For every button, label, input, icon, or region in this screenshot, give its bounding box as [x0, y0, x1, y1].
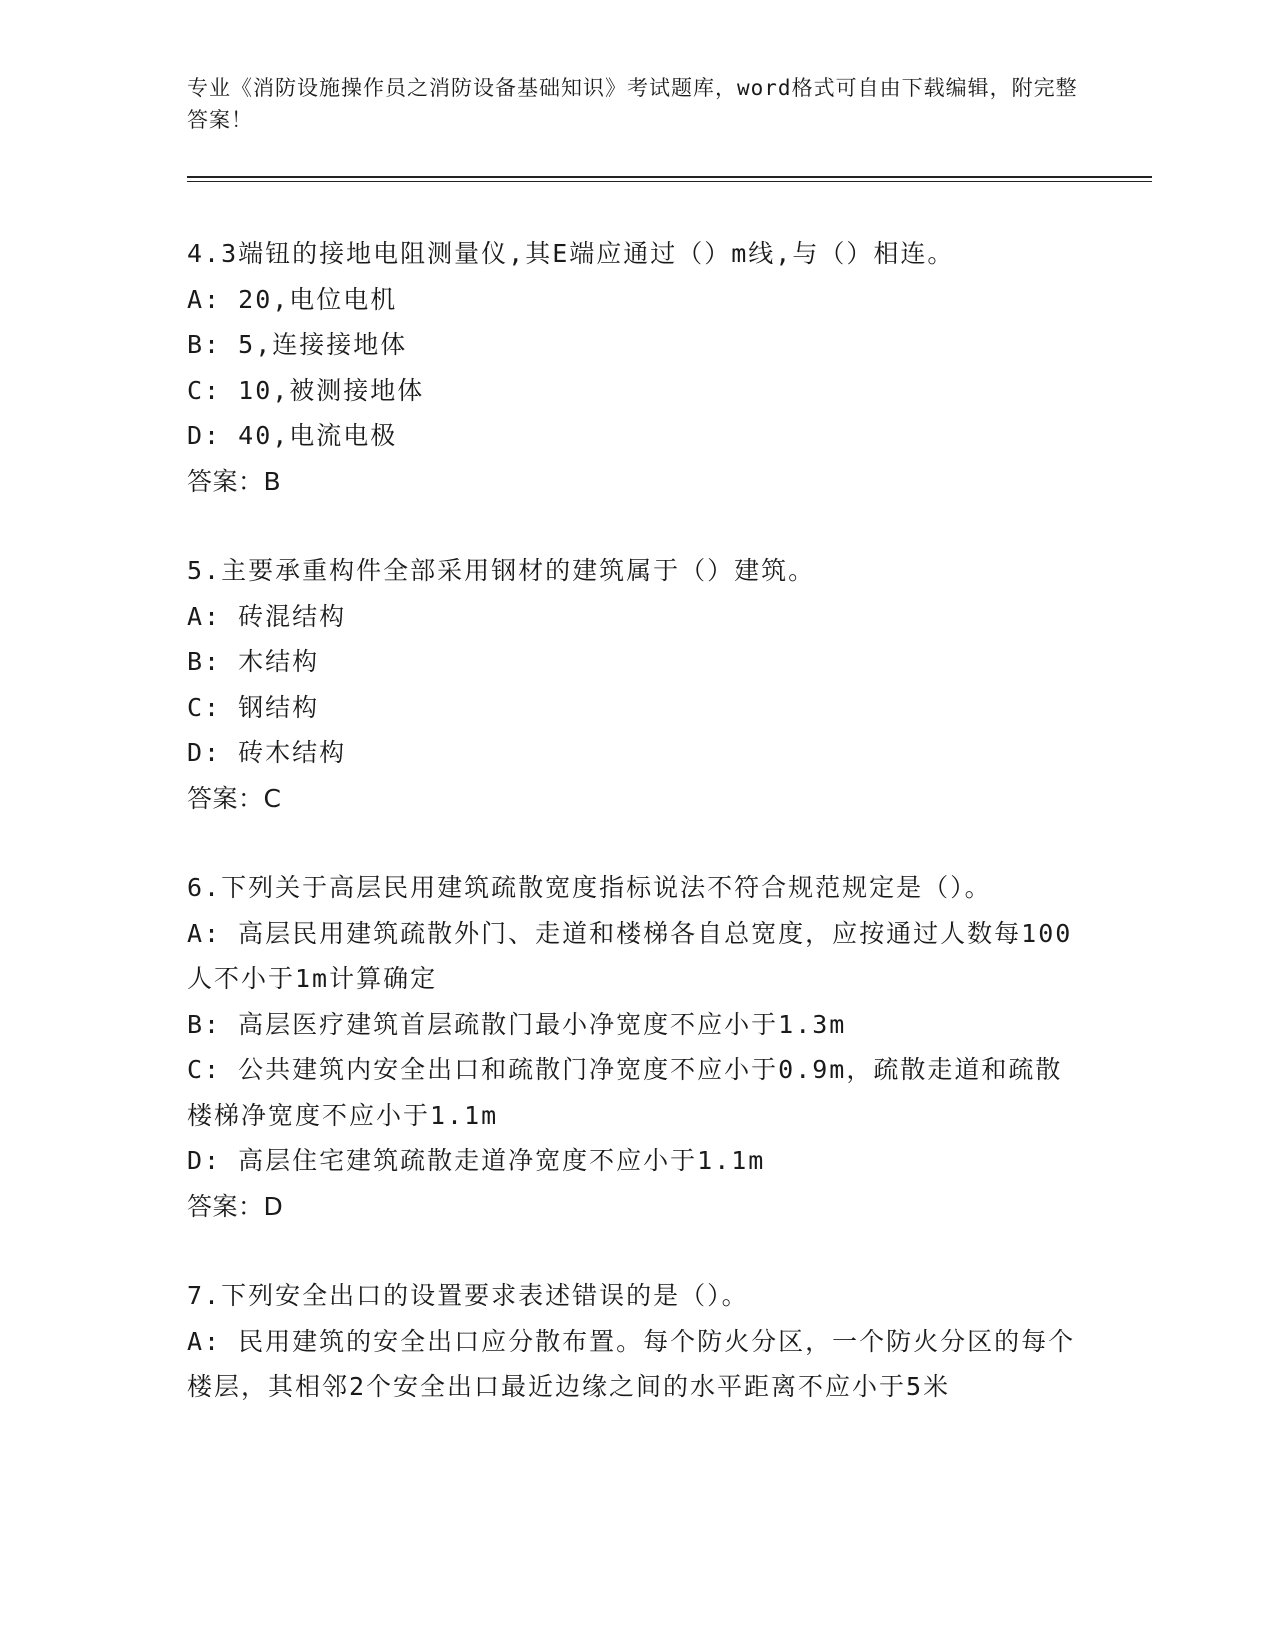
- document-header: 专业《消防设施操作员之消防设备基础知识》考试题库，word格式可自由下载编辑，附完整答案！: [187, 76, 1078, 132]
- option-d: D: 砖木结构: [187, 738, 347, 767]
- option-b: B: 木结构: [187, 647, 320, 676]
- question-item: [187, 865, 1087, 1229]
- option-d: D: 高层住宅建筑疏散走道净宽度不应小于1.1m: [187, 1146, 766, 1175]
- question-item: [187, 231, 1087, 504]
- option-c: C: 10,被测接地体: [187, 375, 425, 405]
- option-d: D: 40,电流电极: [187, 421, 398, 450]
- answer-line: 答案：D: [187, 1191, 284, 1221]
- header-divider-thin: [187, 181, 1152, 182]
- option-b: B: 高层医疗建筑首层疏散门最小净宽度不应小于1.3m: [187, 1009, 847, 1039]
- header-divider: [187, 176, 1152, 178]
- option-c: C: 钢结构: [187, 692, 320, 722]
- answer-line: 答案：B: [187, 466, 282, 496]
- answer-line: 答案：C: [187, 783, 282, 813]
- question-stem: 4.3端钮的接地电阻测量仪,其E端应通过（）m线,与（）相连。: [187, 239, 955, 268]
- option-a: A: 砖混结构: [187, 601, 347, 631]
- question-list: [187, 231, 1087, 1454]
- option-c: C: 公共建筑内安全出口和疏散门净宽度不应小于0.9m，疏散走道和疏散楼梯净宽度不应小于1.1m: [187, 1055, 1063, 1130]
- option-a: A: 高层民用建筑疏散外门、走道和楼梯各自总宽度，应按通过人数每100人不小于1m计算确定: [187, 918, 1073, 993]
- question-stem: 7.下列安全出口的设置要求表述错误的是（）。: [187, 1281, 749, 1310]
- option-b: B: 5,连接接地体: [187, 330, 408, 359]
- option-a: A: 20,电位电机: [187, 284, 398, 314]
- question-item: [187, 1273, 1087, 1410]
- question-stem: 5.主要承重构件全部采用钢材的建筑属于（）建筑。: [187, 556, 816, 585]
- question-item: [187, 548, 1087, 821]
- option-a: A: 民用建筑的安全出口应分散布置。每个防火分区，一个防火分区的每个楼层，其相邻2个安全出口最近边缘之间的水平距离不应小于5米: [187, 1326, 1076, 1401]
- question-stem: 6.下列关于高层民用建筑疏散宽度指标说法不符合规范规定是（）。: [187, 873, 992, 902]
